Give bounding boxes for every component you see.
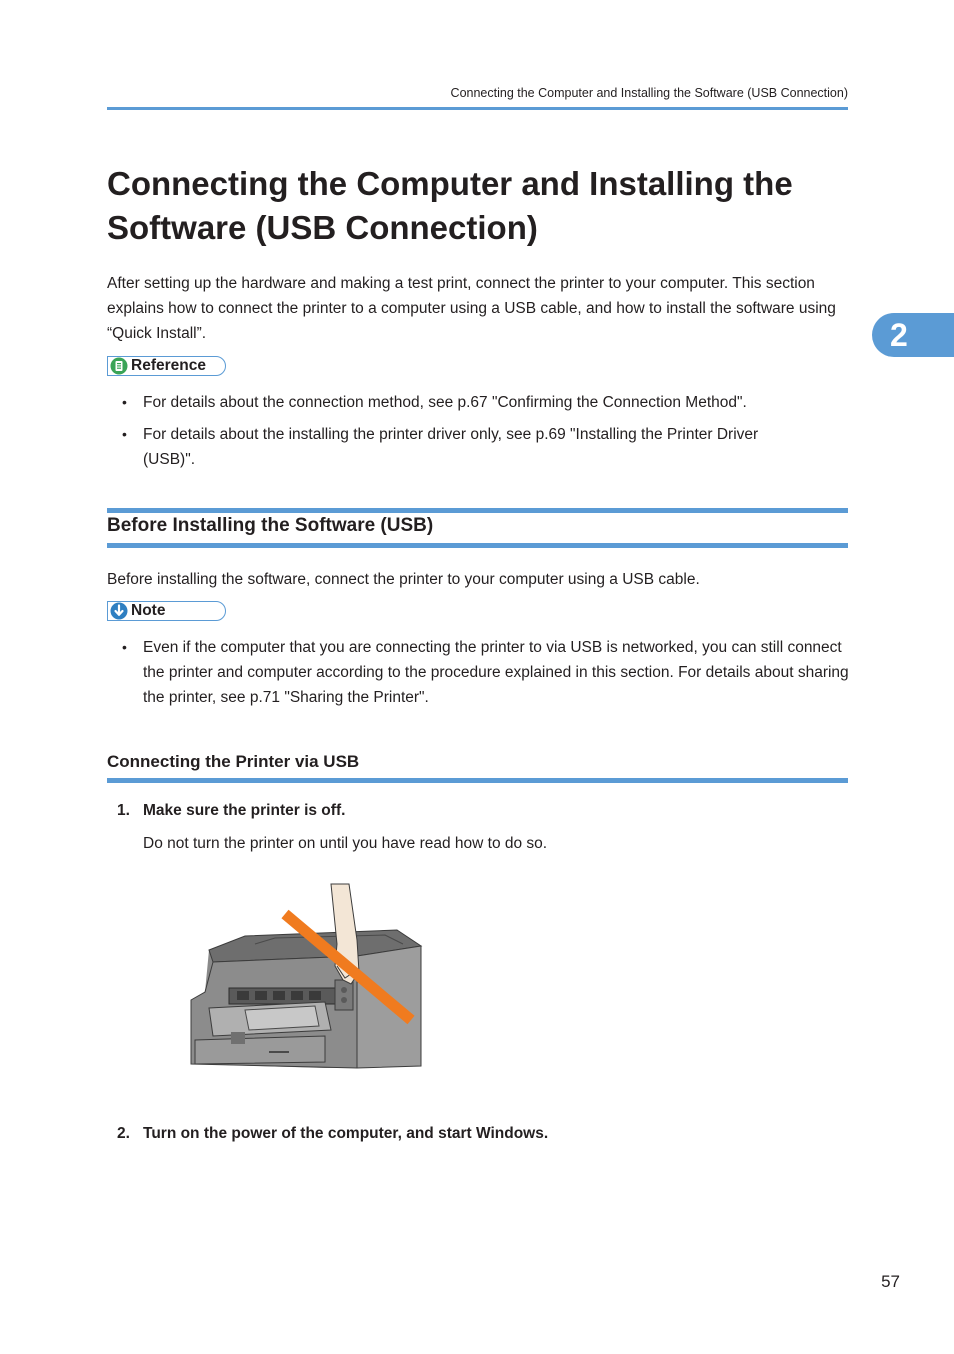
- printer-power-prohibited-icon: [185, 880, 430, 1072]
- note-icon: [110, 602, 128, 620]
- step-2-number: 2.: [117, 1125, 130, 1142]
- note-item: • Even if the computer that you are connecting the printer to via USB is networked, you can still connect the printer and computer according to the procedure explained in this section. For details about sharing the printer, see p.71 "Sharing the Printer".: [107, 635, 852, 710]
- page-title-line-1: Connecting the Computer and Installing the: [107, 165, 793, 202]
- reference-list: [107, 390, 852, 472]
- intro-line-2: explains how to connect the printer to a computer using a USB cable, and how to install the software using: [107, 300, 836, 317]
- chapter-number: 2: [890, 317, 908, 353]
- intro-line-3: “Quick Install”.: [107, 325, 207, 342]
- section-title: Before Installing the Software (USB): [107, 515, 434, 536]
- reference-label: Reference: [131, 357, 206, 374]
- subsection-title: Connecting the Printer via USB: [107, 752, 360, 771]
- printer-illustration: [185, 880, 430, 1072]
- section-rule-bottom: [107, 543, 848, 548]
- subsection-rule: [107, 778, 848, 783]
- intro-line-1: After setting up the hardware and making a test print, connect the printer to your computer. This section: [107, 275, 815, 292]
- note-list: [107, 635, 852, 710]
- reference-icon: [110, 357, 128, 375]
- page-title: [107, 162, 867, 250]
- chapter-tab: [872, 313, 954, 357]
- header-rule: [107, 107, 848, 110]
- intro-paragraph: [107, 271, 852, 346]
- running-header: Connecting the Computer and Installing the Software (USB Connection): [450, 86, 848, 100]
- note-label: Note: [131, 602, 166, 619]
- step-1-detail: Do not turn the printer on until you have read how to do so.: [143, 835, 548, 852]
- step-1-text: Make sure the printer is off.: [143, 802, 346, 819]
- page-number: 57: [881, 1272, 900, 1291]
- step-1-number: 1.: [117, 802, 130, 819]
- section-paragraph: Before installing the software, connect the printer to your computer using a USB cable.: [107, 571, 700, 588]
- reference-item: • For details about the installing the printer driver only, see p.69 "Installing the Printer Driver (USB)".: [107, 422, 852, 472]
- reference-item: • For details about the connection method, see p.67 "Confirming the Connection Method".: [107, 390, 852, 415]
- page-title-line-2: Software (USB Connection): [107, 209, 538, 246]
- step-2-text: Turn on the power of the computer, and start Windows.: [143, 1125, 549, 1142]
- note-tag: [107, 601, 226, 621]
- reference-tag: [107, 356, 226, 376]
